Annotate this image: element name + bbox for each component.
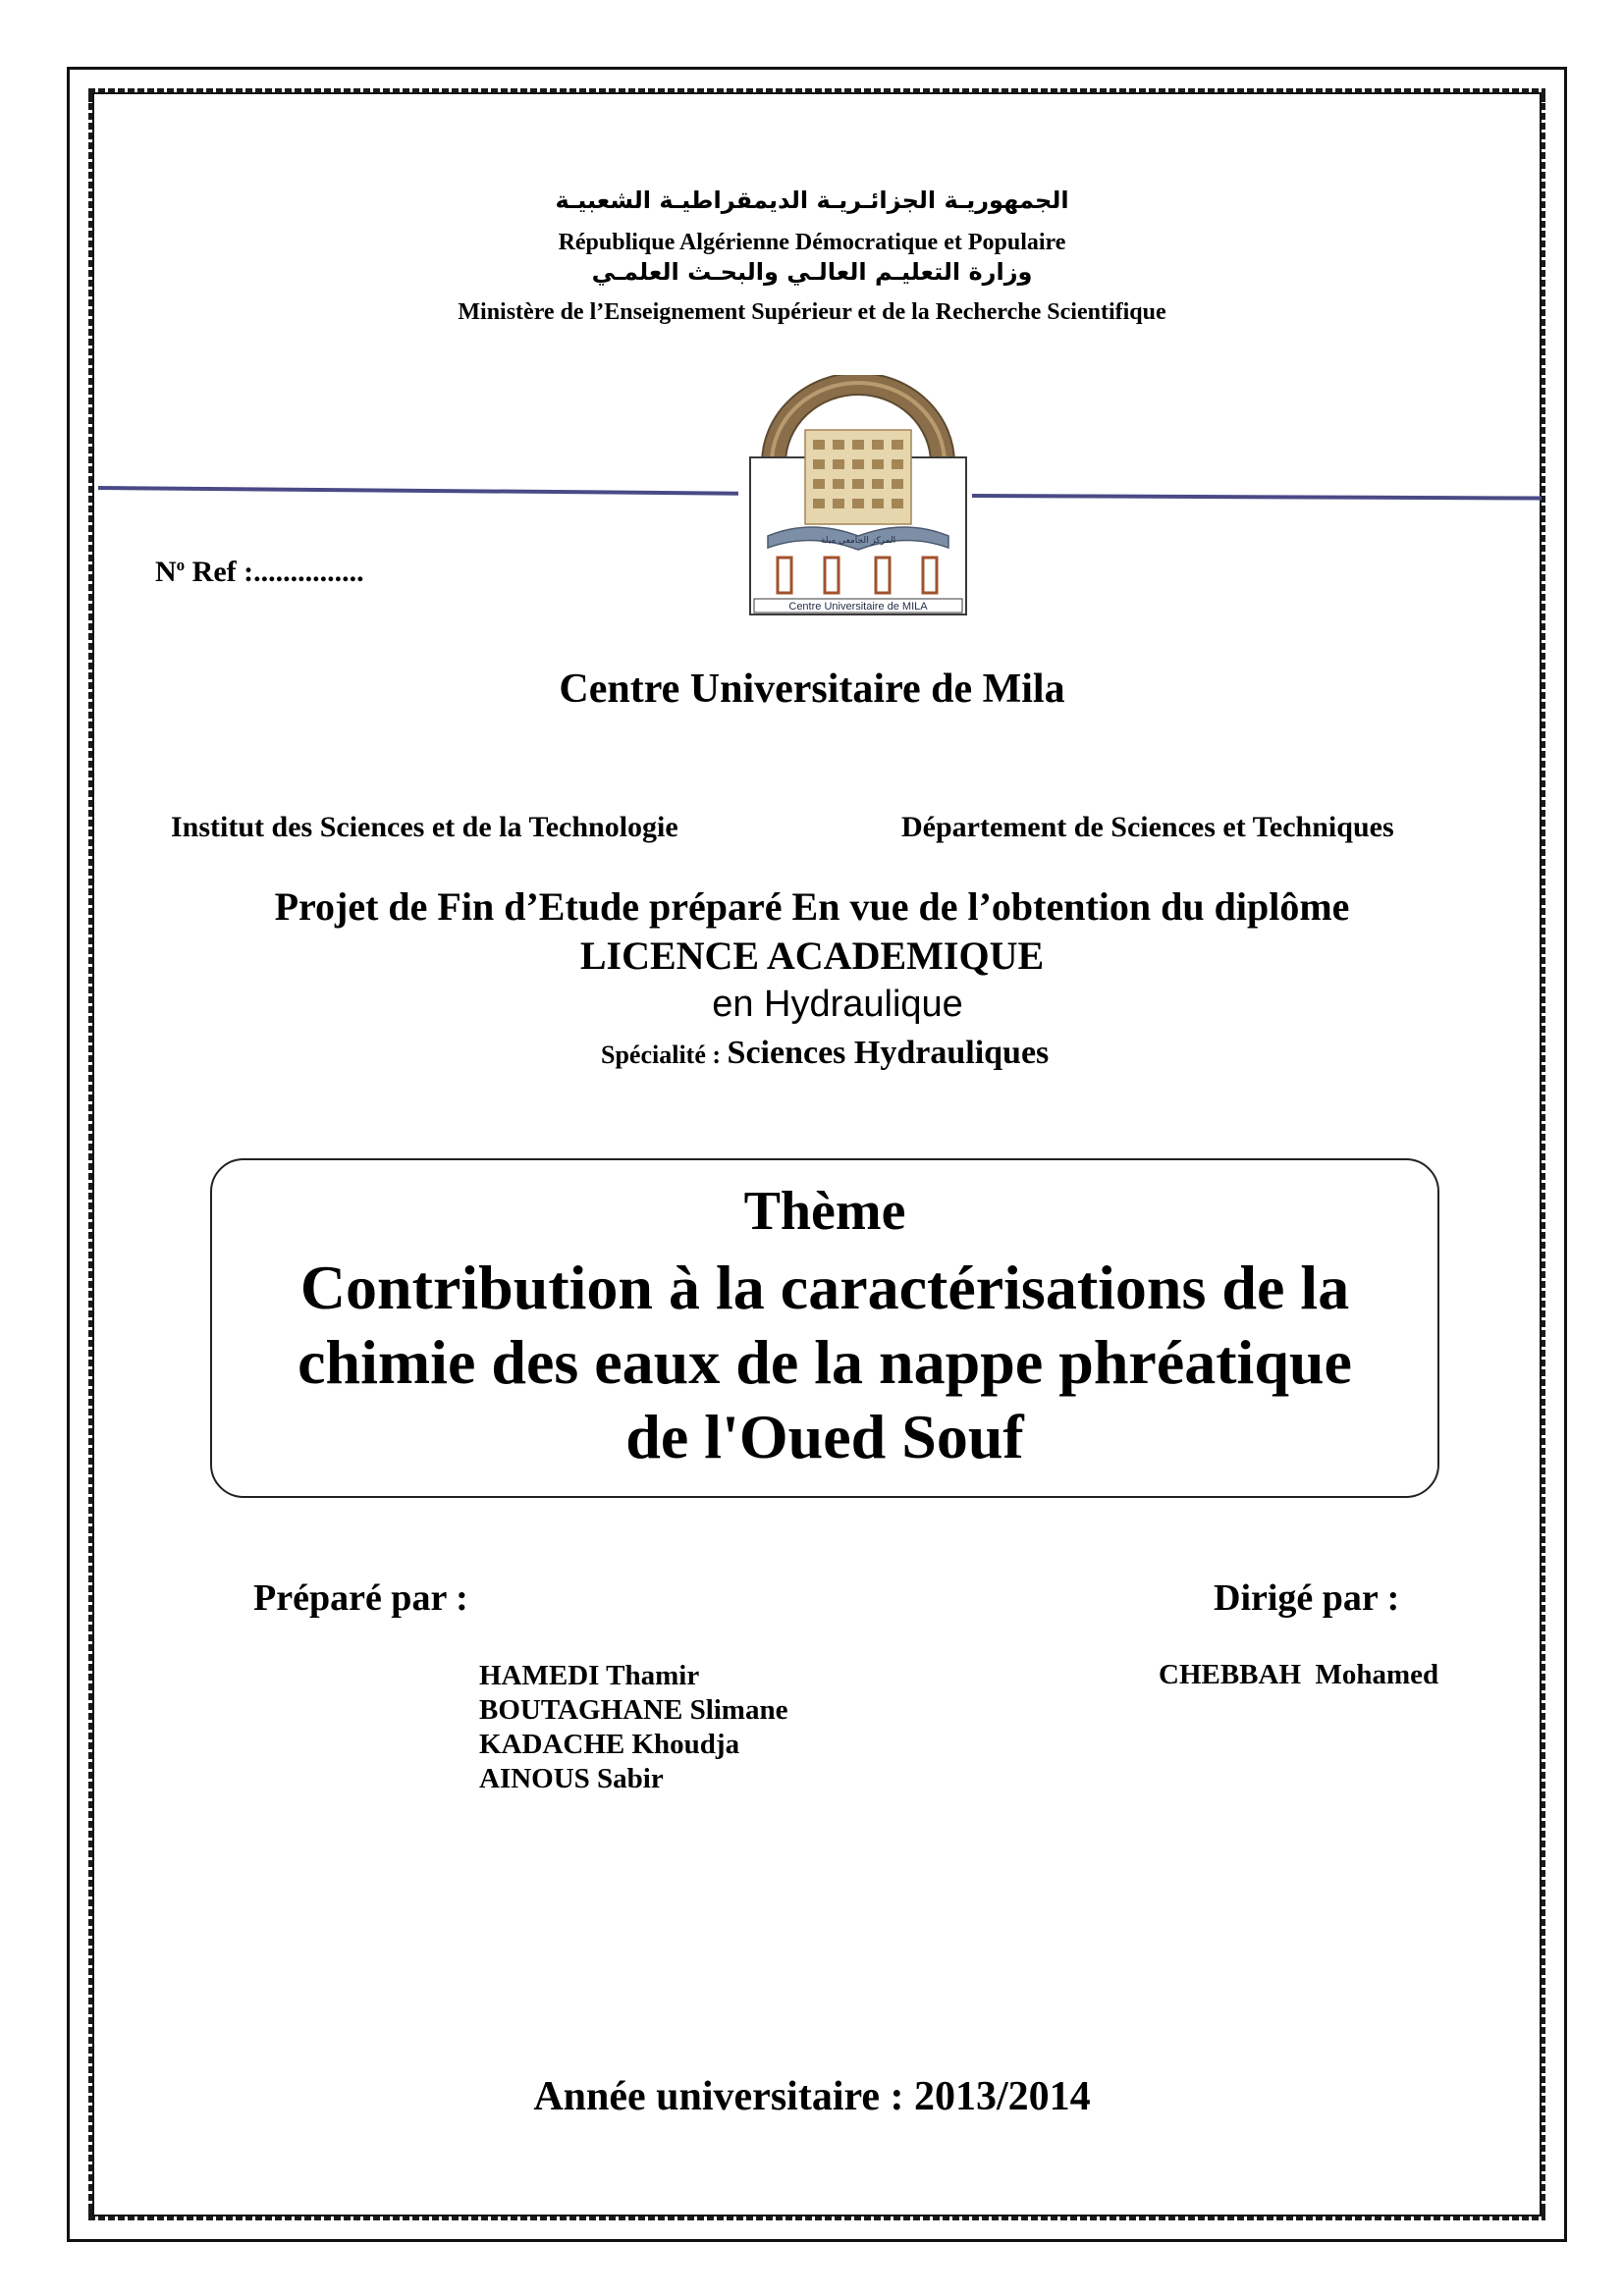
- theme-title: [212, 1251, 1437, 1474]
- theme-title-line: chimie des eaux de la nappe phréatique: [298, 1327, 1352, 1397]
- author-name: AINOUS Sabir: [479, 1763, 664, 1794]
- logo-arabic-caption: المركز الجامعي ميلة: [820, 536, 896, 546]
- reference-label-rest: Ref :...............: [185, 556, 364, 588]
- logo-caption: Centre Universitaire de MILA: [788, 601, 928, 613]
- specialty: [601, 1035, 1049, 1072]
- author-name: KADACHE Khoudja: [479, 1729, 740, 1760]
- diploma-line-2: LICENCE ACADEMIQUE: [579, 934, 1045, 978]
- author-name: BOUTAGHANE Slimane: [479, 1694, 788, 1726]
- institute-name: Institut des Sciences et de la Technologie: [171, 811, 678, 843]
- director-name: CHEBBAH Mohamed: [1159, 1659, 1439, 1690]
- academic-year: Année universitaire : 2013/2014: [533, 2074, 1091, 2119]
- reference-label-n: N: [155, 556, 177, 588]
- directed-by-label: Dirigé par :: [1214, 1577, 1400, 1619]
- author-name: HAMEDI Thamir: [479, 1660, 700, 1691]
- header-arabic-republic: الجمهوريـة الجزائـريـة الديمقراطيـة الشعبيـة: [555, 187, 1069, 214]
- theme-label: Thème: [743, 1181, 906, 1242]
- theme-box: [210, 1158, 1439, 1498]
- theme-title-line: de l'Oued Souf: [625, 1402, 1024, 1471]
- prepared-by-label: Préparé par :: [253, 1577, 468, 1619]
- header-ministry: Ministère de l’Enseignement Supérieur et de la Recherche Scientifique: [458, 299, 1166, 325]
- reference-label-sup: o: [176, 556, 186, 574]
- author-list: [479, 1659, 787, 1796]
- specialty-label: Spécialité :: [601, 1041, 728, 1069]
- header-arabic-ministry: وزارة التعليـم العالـي والبحـث العلمـي: [591, 258, 1033, 286]
- diploma-line-1: Projet de Fin d’Etude préparé En vue de l’obtention du diplôme: [274, 884, 1350, 929]
- header-republic: République Algérienne Démocratique et Populaire: [558, 230, 1066, 255]
- university-logo: [748, 375, 968, 616]
- institution-name: Centre Universitaire de Mila: [559, 667, 1065, 712]
- specialty-value: Sciences Hydrauliques: [727, 1035, 1050, 1071]
- department-name: Département de Sciences et Techniques: [901, 811, 1394, 843]
- diploma-field: en Hydraulique: [712, 984, 963, 1025]
- theme-title-line: Contribution à la caractérisations de la: [299, 1253, 1350, 1322]
- reference-number: [155, 556, 364, 589]
